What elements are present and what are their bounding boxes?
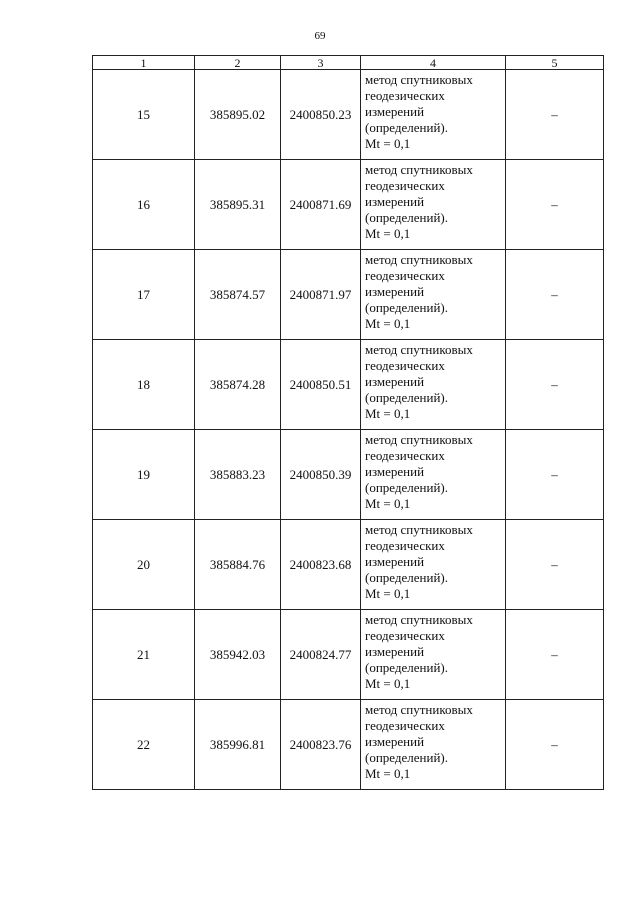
header-cell: 3 (281, 56, 361, 70)
method-line: геодезических (365, 358, 445, 373)
x-coordinate-cell: 385895.02 (195, 70, 281, 160)
x-coordinate-cell: 385883.23 (195, 430, 281, 520)
y-coordinate-cell: 2400850.23 (281, 70, 361, 160)
column5-cell: – (506, 520, 604, 610)
header-cell: 1 (93, 56, 195, 70)
table-row (93, 700, 604, 790)
point-number-cell: 15 (93, 70, 195, 160)
header-cell: 4 (361, 56, 506, 70)
method-cell (361, 700, 506, 790)
x-coordinate-cell: 385895.31 (195, 160, 281, 250)
method-line: (определений). (365, 300, 448, 315)
table-row (93, 160, 604, 250)
point-number-cell: 22 (93, 700, 195, 790)
method-line: геодезических (365, 268, 445, 283)
table-row (93, 430, 604, 520)
column5-cell: – (506, 160, 604, 250)
method-line: геодезических (365, 718, 445, 733)
method-line: (определений). (365, 120, 448, 135)
table-row (93, 520, 604, 610)
method-line: метод спутниковых (365, 702, 473, 717)
method-cell (361, 70, 506, 160)
method-line: (определений). (365, 660, 448, 675)
method-line: метод спутниковых (365, 612, 473, 627)
method-cell (361, 430, 506, 520)
method-line: метод спутниковых (365, 522, 473, 537)
y-coordinate-cell: 2400823.68 (281, 520, 361, 610)
point-number-cell: 16 (93, 160, 195, 250)
method-line: Mt = 0,1 (365, 406, 411, 421)
method-cell (361, 160, 506, 250)
method-line: геодезических (365, 448, 445, 463)
y-coordinate-cell: 2400850.51 (281, 340, 361, 430)
point-number-cell: 17 (93, 250, 195, 340)
method-line: Mt = 0,1 (365, 316, 411, 331)
method-cell (361, 250, 506, 340)
column5-cell: – (506, 70, 604, 160)
method-line: (определений). (365, 570, 448, 585)
method-line: измерений (365, 464, 425, 479)
coordinates-table (92, 55, 604, 790)
method-line: Mt = 0,1 (365, 136, 411, 151)
y-coordinate-cell: 2400824.77 (281, 610, 361, 700)
point-number-cell: 19 (93, 430, 195, 520)
method-line: геодезических (365, 628, 445, 643)
method-line: (определений). (365, 390, 448, 405)
x-coordinate-cell: 385942.03 (195, 610, 281, 700)
y-coordinate-cell: 2400871.69 (281, 160, 361, 250)
method-line: (определений). (365, 480, 448, 495)
method-line: измерений (365, 284, 425, 299)
method-line: Mt = 0,1 (365, 766, 411, 781)
table-row (93, 610, 604, 700)
y-coordinate-cell: 2400823.76 (281, 700, 361, 790)
table-row (93, 340, 604, 430)
method-cell (361, 340, 506, 430)
method-line: измерений (365, 194, 425, 209)
column5-cell: – (506, 430, 604, 520)
method-line: Mt = 0,1 (365, 496, 411, 511)
x-coordinate-cell: 385874.57 (195, 250, 281, 340)
method-line: (определений). (365, 750, 448, 765)
method-line: метод спутниковых (365, 252, 473, 267)
method-line: измерений (365, 554, 425, 569)
method-line: метод спутниковых (365, 342, 473, 357)
method-line: метод спутниковых (365, 162, 473, 177)
header-cell: 2 (195, 56, 281, 70)
x-coordinate-cell: 385884.76 (195, 520, 281, 610)
method-line: Mt = 0,1 (365, 226, 411, 241)
method-line: измерений (365, 734, 425, 749)
method-line: (определений). (365, 210, 448, 225)
method-line: измерений (365, 104, 425, 119)
table-row (93, 250, 604, 340)
method-cell (361, 610, 506, 700)
method-line: Mt = 0,1 (365, 676, 411, 691)
column5-cell: – (506, 700, 604, 790)
table-header-row (93, 56, 604, 70)
y-coordinate-cell: 2400850.39 (281, 430, 361, 520)
method-line: метод спутниковых (365, 432, 473, 447)
header-cell: 5 (506, 56, 604, 70)
point-number-cell: 21 (93, 610, 195, 700)
method-cell (361, 520, 506, 610)
point-number-cell: 20 (93, 520, 195, 610)
column5-cell: – (506, 610, 604, 700)
method-line: измерений (365, 644, 425, 659)
column5-cell: – (506, 250, 604, 340)
method-line: Mt = 0,1 (365, 586, 411, 601)
y-coordinate-cell: 2400871.97 (281, 250, 361, 340)
point-number-cell: 18 (93, 340, 195, 430)
column5-cell: – (506, 340, 604, 430)
method-line: измерений (365, 374, 425, 389)
x-coordinate-cell: 385996.81 (195, 700, 281, 790)
method-line: геодезических (365, 178, 445, 193)
method-line: метод спутниковых (365, 72, 473, 87)
method-line: геодезических (365, 538, 445, 553)
method-line: геодезических (365, 88, 445, 103)
page-number: 69 (314, 30, 326, 42)
x-coordinate-cell: 385874.28 (195, 340, 281, 430)
table-row (93, 70, 604, 160)
